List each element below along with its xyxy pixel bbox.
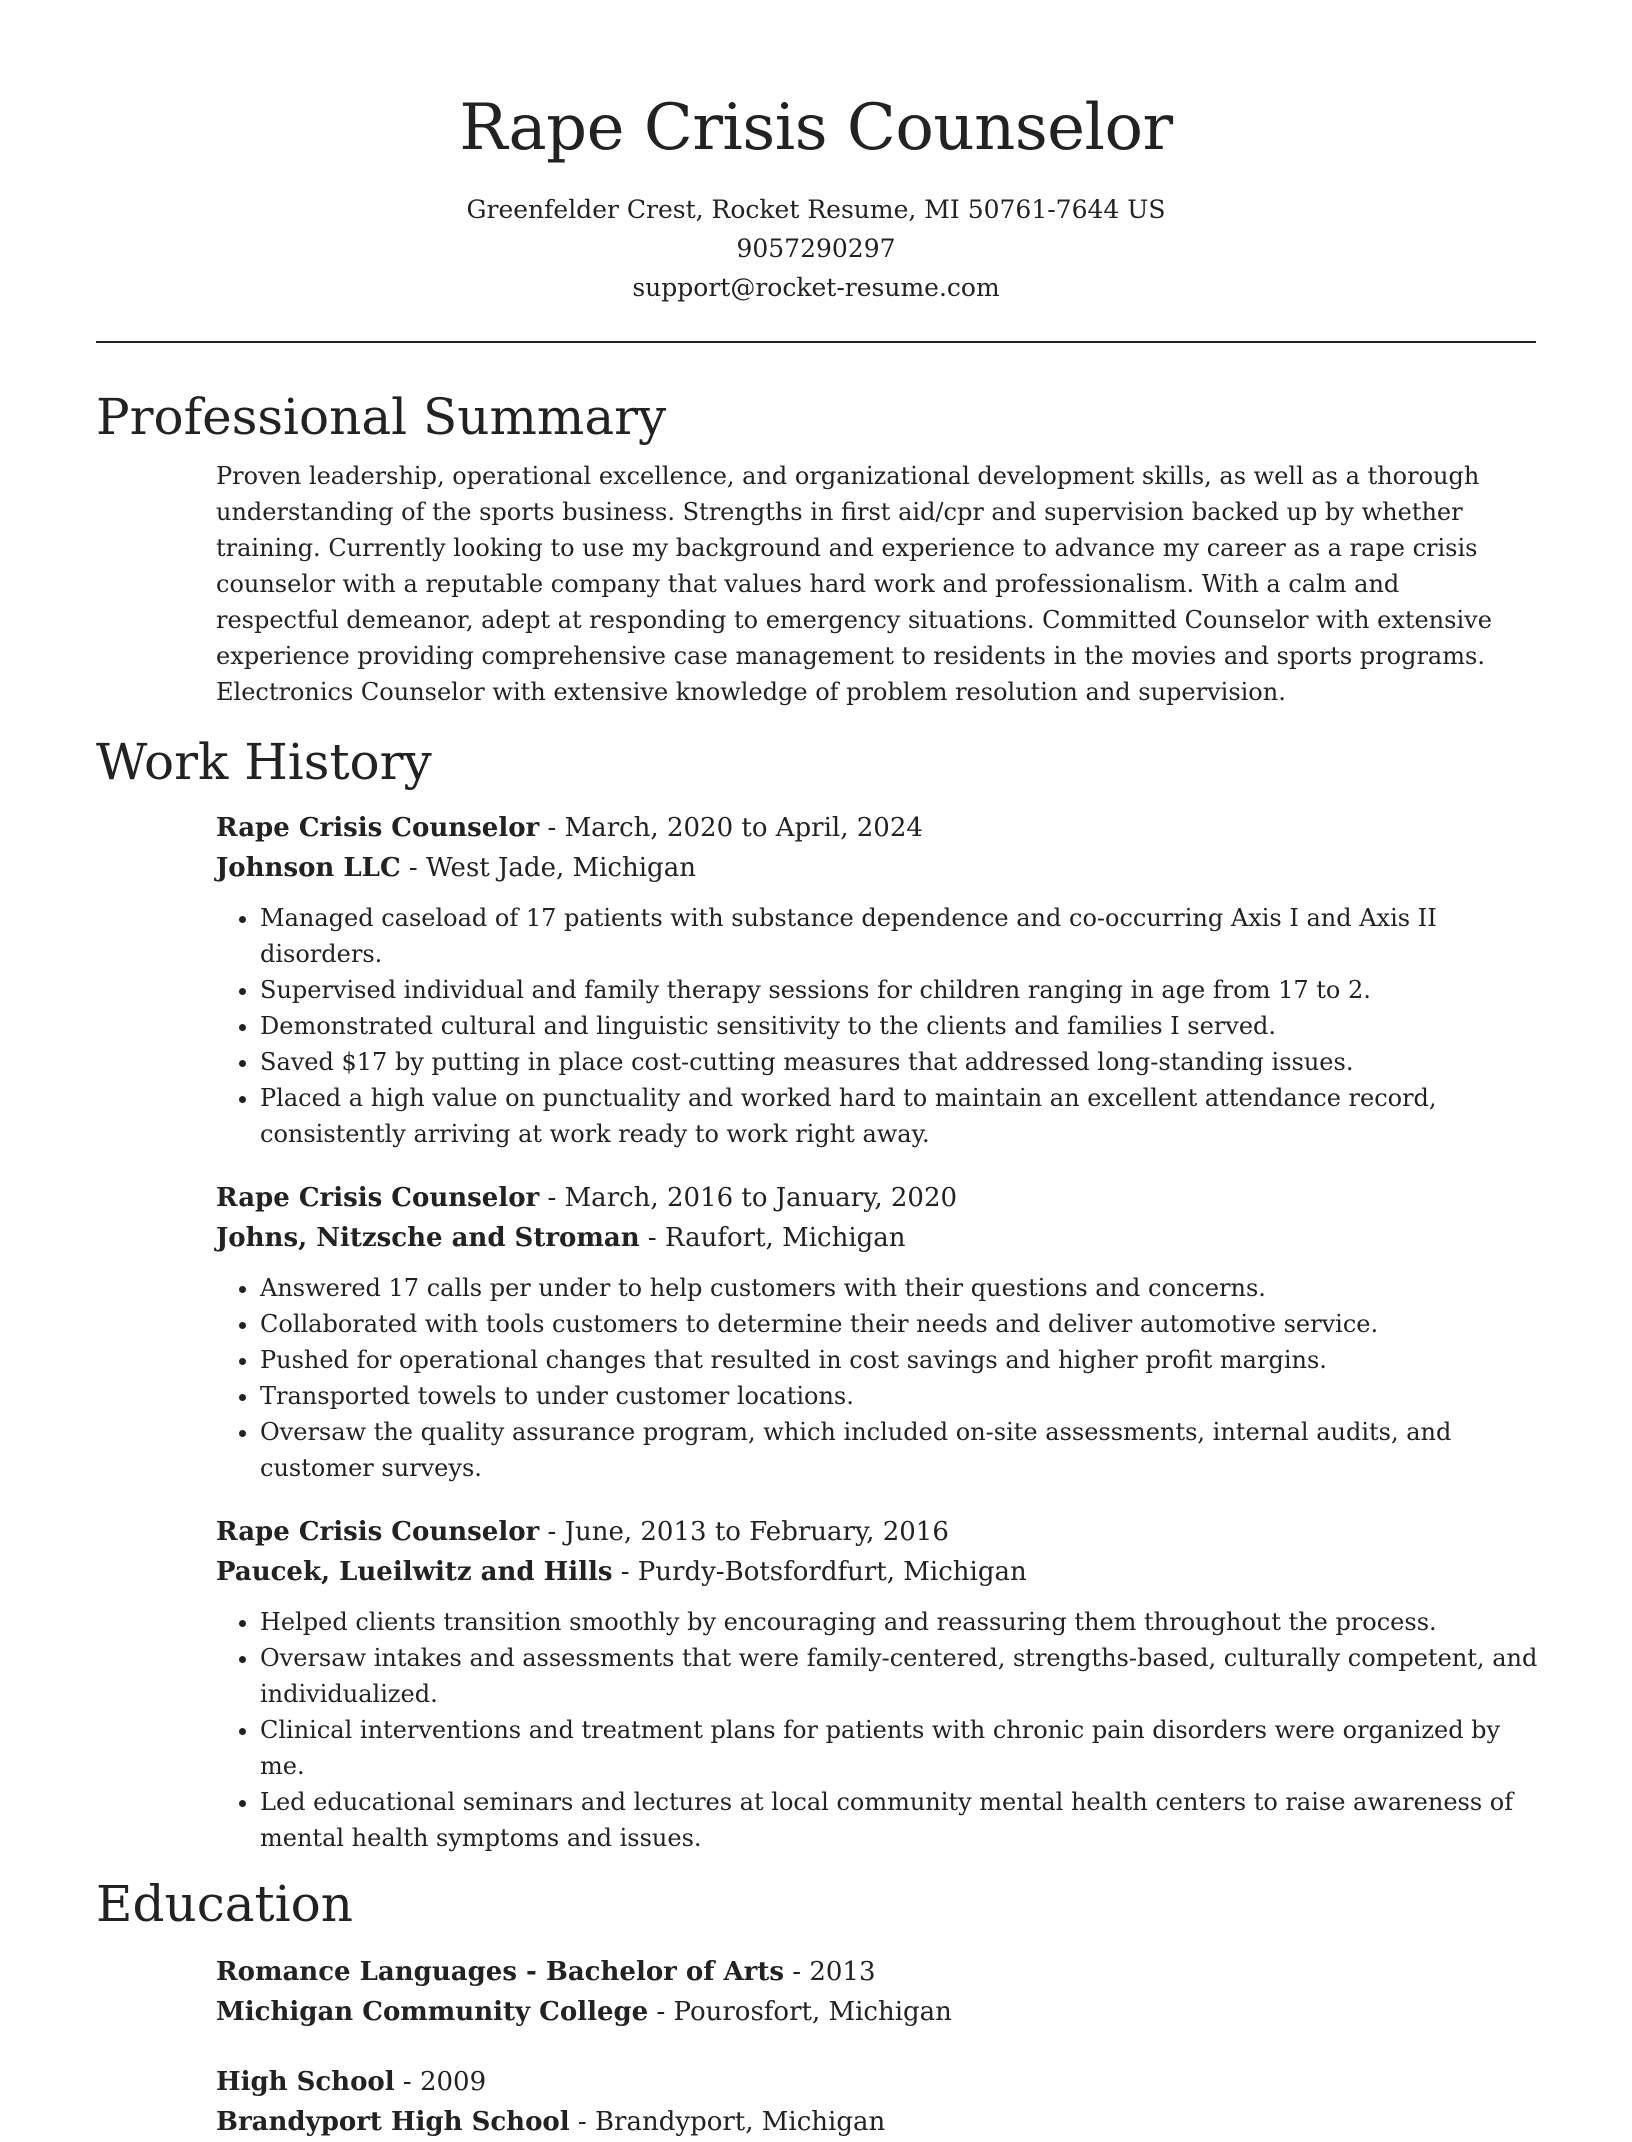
education-school-line: [216, 2102, 1536, 2142]
job-company: Paucek, Lueilwitz and Hills: [216, 1557, 613, 1587]
work-history-heading: Work History: [96, 733, 432, 791]
job-entry: [216, 1178, 1536, 1486]
job-dates: - March, 2016 to January, 2020: [539, 1183, 958, 1213]
education-school: Michigan Community College: [216, 1997, 649, 2027]
job-duty: • Led educational seminars and lectures at local community mental health centers to raise awareness of mental health symptoms and issues.: [260, 1784, 1550, 1856]
candidate-name: Rape Crisis Counselor: [459, 91, 1173, 165]
contact-info: [96, 190, 1536, 307]
education-year: - 2013: [784, 1957, 876, 1987]
job-company-line: [216, 1218, 1536, 1258]
job-role: Rape Crisis Counselor: [216, 1517, 540, 1547]
job-duties-list: [216, 1604, 1550, 1856]
job-duty: • Transported towels to under customer locations.: [260, 1378, 1550, 1414]
job-duty: • Answered 17 calls per under to help customers with their questions and concerns.: [260, 1270, 1550, 1306]
job-duty: • Collaborated with tools customers to determine their needs and deliver automotive service.: [260, 1306, 1550, 1342]
job-company: Johnson LLC: [216, 853, 401, 883]
education-degree-line: [216, 2062, 1536, 2102]
summary-text: Proven leadership, operational excellence, and organizational development skills, as well as a thorough understanding of the sports business. Strengths in first aid/cpr and supervision backed up by whether training. Currently looking to use my background and experience to advance my career as a rape crisis counselor with a reputable company that values hard work and professionalism. With a calm and respectful demeanor, adept at responding to emergency situations. Committed Counselor with extensive experience providing comprehensive case management to residents in the movies and sports programs. Electronics Counselor with extensive knowledge of problem resolution and supervision.: [216, 462, 1492, 706]
job-dates: - June, 2013 to February, 2016: [539, 1517, 949, 1547]
education-location: - Brandyport, Michigan: [569, 2107, 886, 2137]
job-entry: [216, 808, 1536, 1152]
job-duty: • Supervised individual and family therapy sessions for children ranging in age from 17 to 2.: [260, 972, 1550, 1008]
work-history-section: [96, 730, 1536, 1856]
job-title-line: [216, 808, 1536, 848]
job-dates: - March, 2020 to April, 2024: [539, 813, 923, 843]
job-duty: • Placed a high value on punctuality and worked hard to maintain an excellent attendance record, consistently arriving at work ready to work right away.: [260, 1080, 1550, 1152]
job-duty: • Saved $17 by putting in place cost-cutting measures that addressed long-standing issues.: [260, 1044, 1550, 1080]
education-entry: [216, 2062, 1536, 2142]
header-divider: [96, 341, 1536, 343]
contact-email: support@rocket-resume.com: [632, 273, 1000, 302]
job-location: - Raufort, Michigan: [639, 1223, 906, 1253]
resume-page: [96, 0, 1536, 2142]
contact-address: Greenfelder Crest, Rocket Resume, MI 50761-7644 US: [466, 195, 1166, 224]
job-duty: • Managed caseload of 17 patients with substance dependence and co-occurring Axis I and Axis II disorders.: [260, 900, 1550, 972]
education-degree: Romance Languages - Bachelor of Arts: [216, 1957, 785, 1987]
job-company-line: [216, 1552, 1536, 1592]
job-duties-list: [216, 900, 1550, 1152]
job-entry: [216, 1512, 1536, 1856]
job-duty: • Helped clients transition smoothly by encouraging and reassuring them throughout the process.: [260, 1604, 1550, 1640]
job-duty: • Clinical interventions and treatment plans for patients with chronic pain disorders were organized by me.: [260, 1712, 1550, 1784]
education-location: - Pourosfort, Michigan: [648, 1997, 952, 2027]
job-title-line: [216, 1178, 1536, 1218]
education-section: [96, 1872, 1536, 2142]
summary-heading: Professional Summary: [96, 388, 667, 446]
education-degree-line: [216, 1952, 1536, 1992]
job-duty: • Demonstrated cultural and linguistic sensitivity to the clients and families I served.: [260, 1008, 1550, 1044]
education-school: Brandyport High School: [216, 2107, 570, 2137]
contact-phone: 9057290297: [736, 234, 896, 263]
job-location: - Purdy-Botsfordfurt, Michigan: [612, 1557, 1027, 1587]
summary-section: [96, 385, 1536, 710]
job-role: Rape Crisis Counselor: [216, 1183, 540, 1213]
job-company: Johns, Nitzsche and Stroman: [216, 1223, 640, 1253]
education-school-line: [216, 1992, 1536, 2032]
education-entry: [216, 1952, 1536, 2032]
resume-header: [96, 0, 1536, 307]
job-company-line: [216, 848, 1536, 888]
education-degree: High School: [216, 2067, 395, 2097]
job-duty: • Oversaw intakes and assessments that were family-centered, strengths-based, culturally competent, and individualized.: [260, 1640, 1550, 1712]
education-heading: Education: [96, 1875, 353, 1933]
job-duties-list: [216, 1270, 1550, 1486]
job-duty: • Pushed for operational changes that resulted in cost savings and higher profit margins.: [260, 1342, 1550, 1378]
job-duty: • Oversaw the quality assurance program, which included on-site assessments, internal audits, and customer surveys.: [260, 1414, 1550, 1486]
job-role: Rape Crisis Counselor: [216, 813, 540, 843]
job-location: - West Jade, Michigan: [400, 853, 696, 883]
education-year: - 2009: [394, 2067, 487, 2097]
job-title-line: [216, 1512, 1536, 1552]
